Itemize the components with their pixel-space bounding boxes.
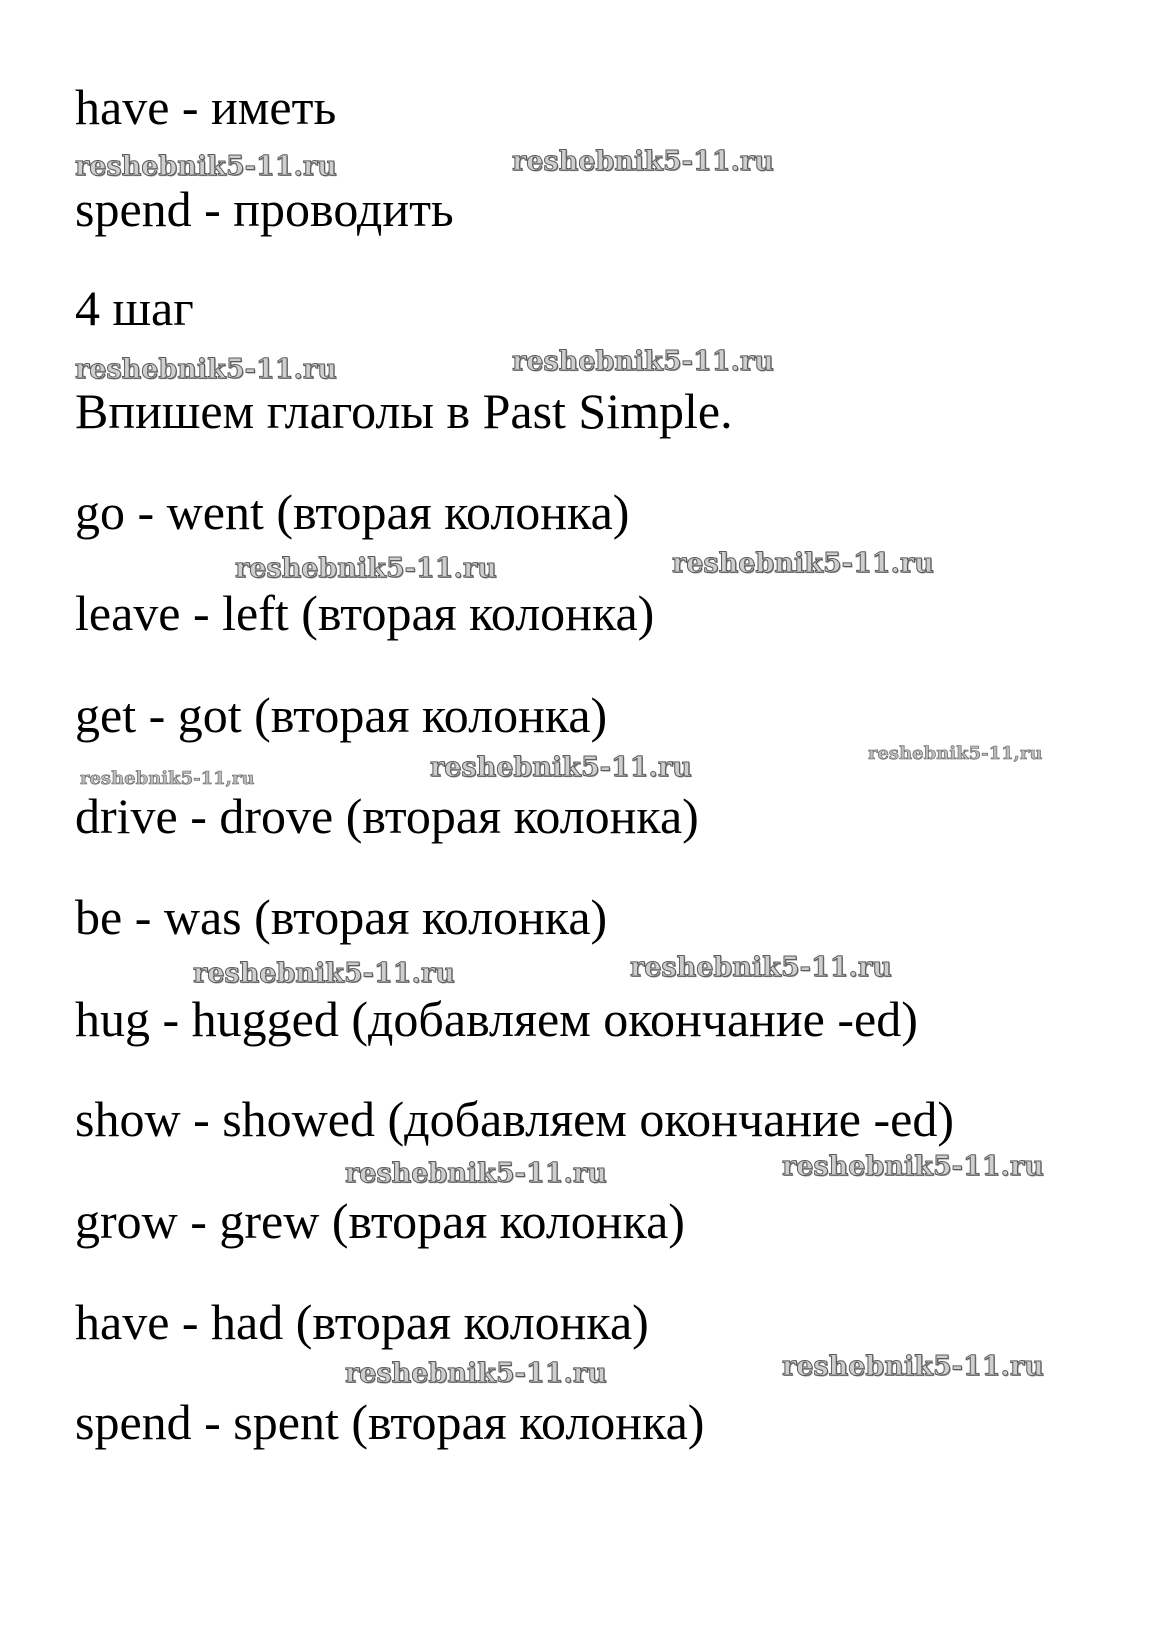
verb-line-grow: grow - grew (вторая колонка) — [75, 1193, 685, 1249]
text-line-have-imet: have - иметь — [75, 79, 337, 135]
verb-line-go: go - went (вторая колонка) — [75, 484, 630, 540]
text-line-spend-provodit: spend - проводить — [75, 181, 454, 237]
watermark: reshebnik5-11.ru — [75, 354, 337, 385]
watermark: reshebnik5-11.ru — [630, 952, 892, 983]
watermark: reshebnik5-11.ru — [672, 548, 934, 579]
watermark: reshebnik5-11.ru — [75, 151, 337, 182]
instruction-line: Впишем глаголы в Past Simple. — [75, 383, 733, 439]
verb-line-spend: spend - spent (вторая колонка) — [75, 1394, 705, 1450]
watermark: reshebnik5-11.ru — [345, 1158, 607, 1189]
watermark: reshebnik5-11.ru — [430, 752, 692, 783]
verb-line-get: get - got (вторая колонка) — [75, 687, 608, 743]
watermark: reshebnik5-11.ru — [345, 1358, 607, 1389]
watermark: reshebnik5-11.ru — [235, 553, 497, 584]
verb-line-leave: leave - left (вторая колонка) — [75, 585, 655, 641]
verb-line-drive: drive - drove (вторая колонка) — [75, 788, 699, 844]
verb-line-hug: hug - hugged (добавляем окончание -ed) — [75, 991, 918, 1047]
watermark: reshebnik5-11.ru — [193, 958, 455, 989]
watermark: reshebnik5-11,ru — [868, 743, 1043, 764]
step-heading: 4 шаг — [75, 280, 194, 336]
verb-line-show: show - showed (добавляем окончание -ed) — [75, 1091, 954, 1147]
watermark: reshebnik5-11.ru — [782, 1351, 1044, 1382]
verb-line-have: have - had (вторая колонка) — [75, 1294, 649, 1350]
watermark: reshebnik5-11.ru — [512, 146, 774, 177]
verb-line-be: be - was (вторая колонка) — [75, 889, 608, 945]
watermark: reshebnik5-11,ru — [80, 768, 255, 789]
watermark: reshebnik5-11.ru — [782, 1151, 1044, 1182]
watermark: reshebnik5-11.ru — [512, 346, 774, 377]
